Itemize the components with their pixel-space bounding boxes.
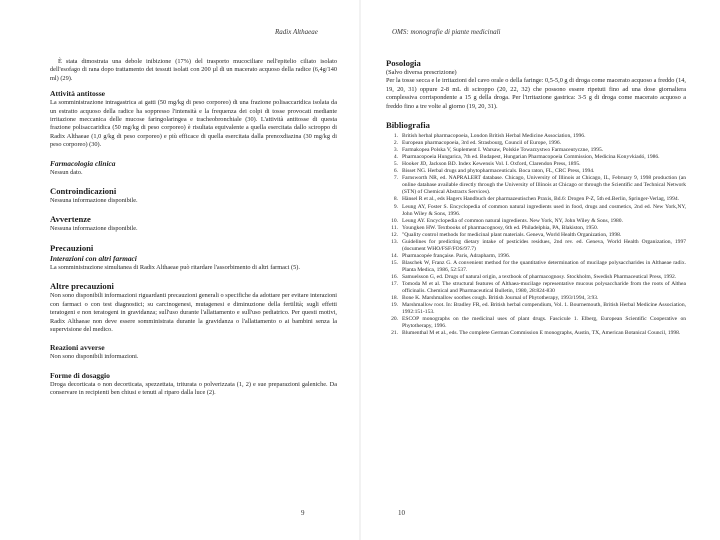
running-head: Radix Althaeae (275, 28, 318, 36)
entry-text: Guidelines for predicting dietary intake of pesticides residues, 2nd rev. ed. Geneva, World Health Organization, 1997 (document WHO/FSF/FOS/97.7) (402, 238, 686, 252)
entry-number: 4. (393, 154, 398, 161)
entry-text: Samuelsson G, ed. Drugs of natural origin, a textbook of pharmacognosy. Stockholm, Swedish Pharmaceutical Press, 1992. (402, 273, 677, 280)
bibliography-entry (386, 316, 686, 330)
bibliography-entry (386, 330, 686, 337)
entry-text: British herbal pharmacopoeia, London British Herbal Medicine Association, 1996. (402, 133, 586, 140)
entry-text: Youngken HW. Textbooks of pharmacognosy, 6th ed. Philadelphia, PA, Blakiston, 1950. (402, 224, 599, 231)
entry-number: 18. (391, 295, 398, 302)
precautions-section (50, 243, 337, 272)
section-text: Nessun dato. (50, 168, 83, 176)
section-heading: Posologia (386, 58, 421, 68)
bibliography-list (386, 133, 686, 337)
right-page (362, 0, 720, 540)
entry-number: 1. (393, 133, 398, 140)
section-text: Nessuna informazione disponibile. (50, 197, 138, 205)
section-text: Droga decorticata o non decorticata, spezzettata, triturata o polverizzata (1, 2) e sue preparazioni galeniche. Da conservare in recipienti ben chiusi e tenuti al riparo dalla luce (2). (50, 380, 337, 397)
bibliography-entry (386, 140, 686, 147)
entry-text: Leung AY, Foster S. Encyclopedia of common natural ingredients used in food, drugs and cosmetics, 2nd ed. New York,NY, John Wiley & Sons, 1996. (402, 203, 686, 217)
bibliography-entry (386, 295, 686, 302)
entry-text: "Quality control methods for medicinal plant materials. Geneva, World Health Organization, 1998. (402, 231, 622, 238)
entry-number: 5. (393, 161, 398, 168)
entry-number: 17. (391, 281, 398, 288)
entry-text: Bisset NG. Herbal drugs and phytopharmaceuticals. Boca raton, FL, CRC Press, 1994. (402, 168, 595, 175)
entry-text: ESCOP monographs on the medicinal uses of plant drugs. Fascicule 1. Elberg, European Scientific Cooperative on Phytotherapy, 1996. (402, 316, 686, 330)
section-text: La somministrazione intragastrica ai gatti (50 mg/kg di peso corporeo) di una frazione polisaccaridica isolata da un estratto acquoso della radice ha soppresso l'intensità e la frequenza dei colpi di tosse provocati mediante irritazione meccanica delle mucose faringolaringea e tracheobronchiale (30). L'attività antitosse di questa frazione polisaccaridica (50 mg/kg di peso corporeo) è risultata equivalente a quella esercitata dallo sciroppo di Radix Althaeae (1,0 g/kg di peso corporeo) e più efficace di quella esercitata dalla prenoxdiazina (30 mg/kg di peso corporeo) (30). (50, 99, 337, 149)
book-gutter (359, 0, 361, 540)
entry-number: 10. (391, 217, 398, 224)
section-heading: Avvertenze (50, 214, 91, 225)
entry-text: Blumenthal M et al., eds. The complete German Commission E monographs, Austin, TX, American Botanical Council, 1998. (402, 330, 681, 337)
section-heading: Controindicazioni (50, 186, 117, 197)
section-text: Non sono disponibili informazioni. (50, 353, 139, 361)
page-number: 10 (398, 509, 405, 517)
bibliography-entry (386, 274, 686, 281)
entry-number: 8. (393, 196, 398, 203)
bibliography-section (386, 120, 686, 337)
page-number: 9 (301, 509, 305, 517)
entry-number: 13. (391, 238, 398, 245)
bibliography-entry (386, 281, 686, 295)
bibliography-entry (386, 196, 686, 203)
contraindications-section (50, 186, 337, 205)
running-head: OMS: monografie di piante medicinali (392, 28, 501, 36)
bibliography-entry (386, 204, 686, 218)
section-text: La somministrazione simultanea di Radix Althaeae può ritardare l'assorbimento di altri farmaci (5). (50, 263, 300, 271)
section-text: Non sono disponibili informazioni riguardanti precauzioni generali o specifiche da adottare per evitare interazioni con farmaci o con test diagnostici; su carcinogenesi, mutagenesi e diminuzione della fertilità; sugli effetti teratogeni e non teratogeni in gravidanza; sull'uso durante l'allattamento e sull'uso pediatrico. Per questi motivi, Radix Althaeae non deve essere somministrata durante la gravidanza o l'allattamento o ai bambini senza la supervisione del medico. (50, 292, 337, 333)
entry-text: Tomoda M et al. The structural features of Althaea-mucilage representative mucous polysaccharide from the roots of Althea officinalis. Chemical and Pharmaceutical Bulletin, 1980, 28:824-830 (402, 281, 686, 295)
dosage-forms-section (50, 371, 337, 398)
entry-text: Farnsworth NR, ed. NAPRALERT database. Chicago, University of Illinois at Chicago, IL, February 9, 1998 production (an online database available directly through the University of Illinois at Chicago or through the Scientific and Technical Network (STN) of Chemical Abstracts Services). (402, 175, 686, 196)
section-text: Nessuna informazione disponibile. (50, 225, 138, 233)
bibliography-entry (386, 232, 686, 239)
entry-number: 12. (391, 231, 398, 238)
bibliography-entry (386, 239, 686, 253)
subsection-heading: Interazioni con altri farmaci (50, 253, 137, 263)
antitussive-section (50, 89, 337, 149)
entry-text: Pharmacopée française. Paris, Adrapharm, 1996. (402, 252, 511, 259)
bibliography-entry (386, 161, 686, 168)
section-heading: Forme di dosaggio (50, 370, 110, 380)
intro-paragraph: È stata dimostrata una debole inibizione (17%) del trasporto mucociliare nell'epitelio ciliato isolato dell'esofago di rana dopo trattamento dei tessuti isolati con 200 µl di un macerato acquoso della radice (6,4g/140 ml) (29). (50, 58, 337, 82)
entry-number: 6. (393, 168, 398, 175)
entry-text: Pharmacopoeia Hungarica, 7th ed. Budapest, Hungarian Pharmacopoeia Commission, Medicina Konyvkiadó, 1986. (402, 154, 660, 161)
bibliography-entry (386, 147, 686, 154)
entry-text: Farmakopea Polska V, Suplement I. Warsaw, Polskie Towarzystwo Farmaceutyczne, 1995. (402, 147, 604, 154)
entry-number: 21. (391, 330, 398, 337)
section-heading: Bibliografia (386, 120, 430, 131)
entry-number: 15. (391, 259, 398, 266)
clinical-pharmacology-section (50, 159, 337, 177)
entry-number: 7. (393, 175, 398, 182)
bibliography-entry (386, 218, 686, 225)
bibliography-entry (386, 260, 686, 274)
entry-number: 20. (391, 316, 398, 323)
entry-text: Blaschek W, Franz G. A convenient method for the quantitative determination of mucilage polysaccharides in Althaeae radix. Planta Medica, 1986, 52:537. (402, 259, 686, 273)
adverse-reactions-section (50, 343, 337, 361)
entry-number: 9. (393, 203, 398, 210)
entry-text: Hänsel R et al., eds Hagers Handbuch der pharmazeutischen Praxis, Bd.6: Drogen P-Z, 5th ed.Berlin, Springer-Verlag, 1994. (402, 196, 680, 203)
entry-number: 19. (391, 302, 398, 309)
section-heading: Farmacologia clinica (50, 158, 116, 168)
section-heading: Altre precauzioni (50, 281, 114, 292)
bibliography-entry (386, 302, 686, 316)
entry-text: Hooker JD, Jackson BD. Index Kewensis Vol. I. Oxford, Clarendon Press, 1895. (402, 161, 581, 168)
other-precautions-section (50, 281, 337, 334)
bibliography-entry (386, 175, 686, 196)
entry-text: Marshmallow root. In: Bradley FR, ed. British herbal compendium, Vol. 1. Bournemouth, British Herbal Medicine Association, 1992:151-153. (402, 302, 686, 316)
section-heading: Attività antitosse (50, 89, 106, 99)
section-heading: Reazioni avverse (50, 343, 105, 353)
posology-section (386, 58, 686, 111)
entry-number: 11. (391, 224, 398, 231)
right-column (386, 58, 686, 337)
entry-number: 16. (391, 273, 398, 280)
entry-number: 3. (393, 147, 398, 154)
bibliography-entry (386, 225, 686, 232)
entry-text: Leung AY. Encyclopedia of common natural ingredients. New York, NY, John Wiley & Sons, 1980. (402, 217, 623, 224)
bibliography-entry (386, 253, 686, 260)
section-heading: Precauzioni (50, 242, 94, 253)
section-text: (Salvo diversa prescrizione) Per la tosse secca e le irritazioni del cavo orale o della faringe: 0,5-5,0 g di droga come macerato acquoso a freddo (14, 19, 20, 31) oppure 2-8 mL di sciroppo (20, 22, 32) che possono essere ripetuti fino ad una dose giornaliera complessiva corrispondente a 15 g della droga. Per l'irritazione gastrica: 3-5 g di droga come macerato acquoso a freddo fino a tre volte al giorno (19, 20, 31). (386, 69, 686, 110)
entry-number: 2. (393, 140, 398, 147)
warnings-section (50, 214, 337, 233)
entry-number: 14. (391, 252, 398, 259)
entry-text: European pharmacopoeia, 3rd ed. Strasbourg, Council of Europe, 1996. (402, 140, 562, 147)
entry-text: Bone K. Marshmallow soothes cough. British Journal of Phytotherapy, 1993/1994, 3:93. (402, 295, 599, 302)
left-column (50, 58, 337, 407)
